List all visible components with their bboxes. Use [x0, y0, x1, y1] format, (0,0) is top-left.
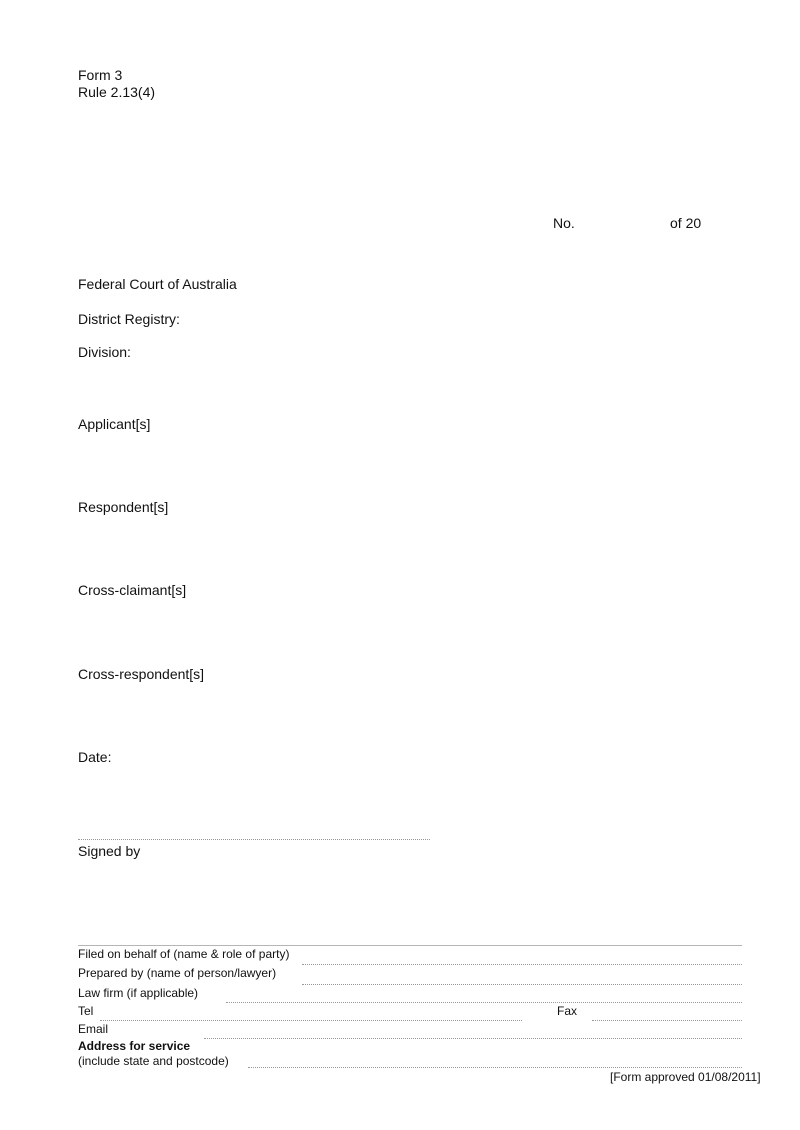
prepared-by-label: Prepared by (name of person/lawyer): [78, 966, 277, 980]
case-no-label: No.: [553, 215, 575, 231]
date-label: Date:: [78, 749, 112, 765]
court-name: Federal Court of Australia: [78, 276, 237, 292]
district-registry-label: District Registry:: [78, 311, 180, 327]
division-label: Division:: [78, 344, 131, 360]
filed-on-behalf-field[interactable]: [302, 964, 742, 965]
law-firm-field[interactable]: [226, 1002, 742, 1003]
fax-field[interactable]: [592, 1020, 742, 1021]
tel-label: Tel: [78, 1004, 94, 1018]
form-approved-note: [Form approved 01/08/2011]: [610, 1070, 761, 1084]
respondent-label: Respondent[s]: [78, 499, 169, 515]
filed-on-behalf-label: Filed on behalf of (name & role of party): [78, 947, 290, 961]
case-year-label: of 20: [670, 215, 702, 231]
tel-field[interactable]: [100, 1020, 522, 1021]
form-number: Form 3: [78, 67, 123, 83]
law-firm-label: Law firm (if applicable): [78, 986, 199, 1000]
address-for-service-label: Address for service: [78, 1039, 191, 1053]
email-label: Email: [78, 1022, 109, 1036]
cross-claimant-label: Cross-claimant[s]: [78, 582, 187, 598]
cross-respondent-label: Cross-respondent[s]: [78, 666, 205, 682]
rule-reference: Rule 2.13(4): [78, 84, 156, 100]
filing-block-divider: [78, 945, 742, 946]
signature-line[interactable]: [78, 839, 430, 840]
address-hint-label: (include state and postcode): [78, 1054, 229, 1068]
signed-by-label: Signed by: [78, 843, 141, 859]
applicant-label: Applicant[s]: [78, 416, 151, 432]
prepared-by-field[interactable]: [302, 984, 742, 985]
fax-label: Fax: [557, 1004, 578, 1018]
address-for-service-field[interactable]: [248, 1067, 742, 1068]
email-field[interactable]: [204, 1038, 742, 1039]
